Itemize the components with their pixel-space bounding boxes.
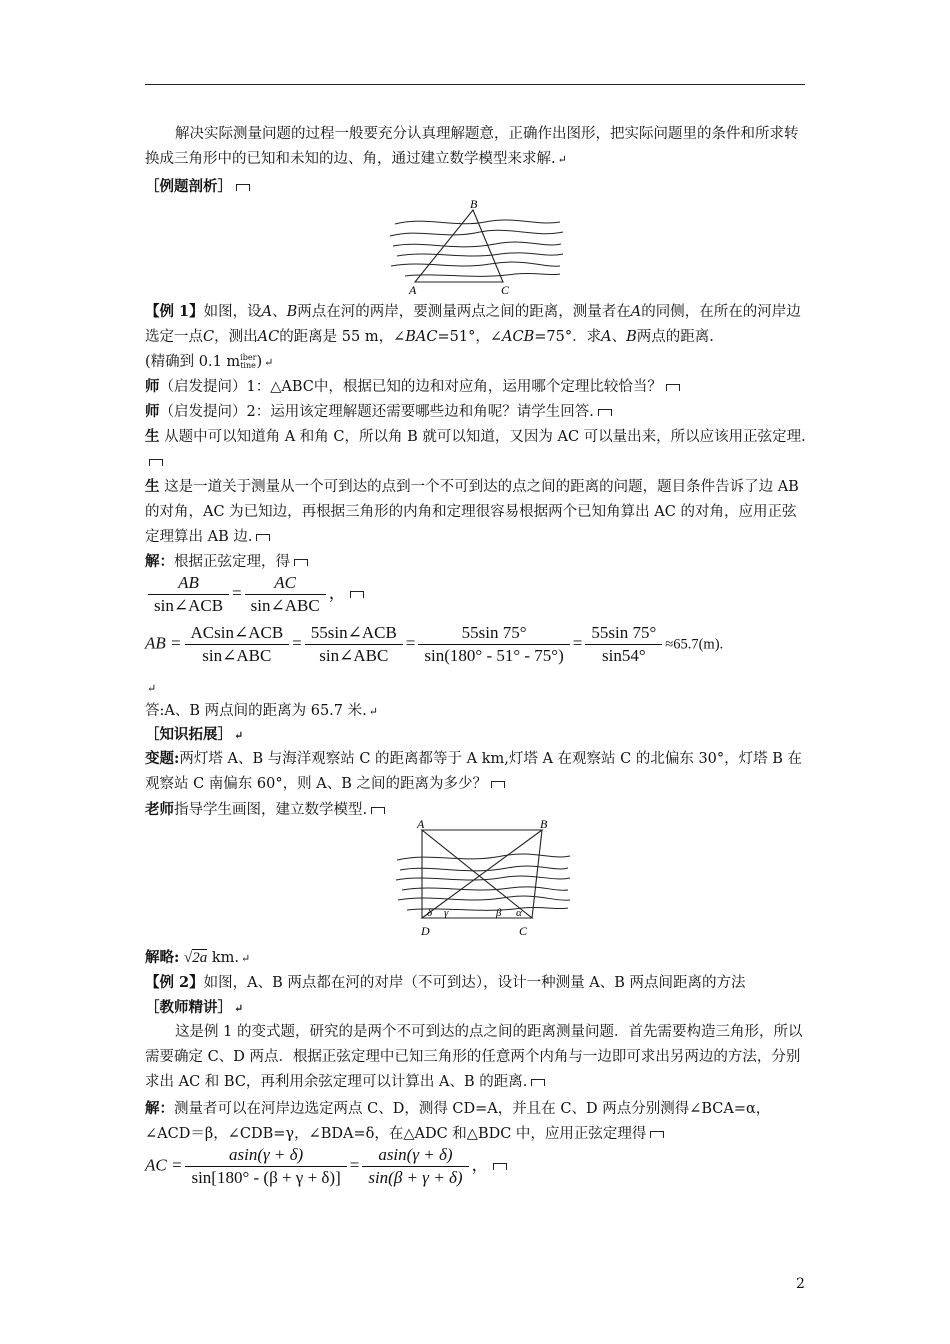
variant-problem: 变题:两灯塔 A、B 与海洋观察站 C 的距离都等于 A km,灯塔 A 在观察站 C 的北偏东 30°，灯塔 B 在观察站 C 南偏东 60°，则 A、B 之间的距离为多少？: [145, 750, 803, 792]
example-2: 【例 2】如图，A、B 两点都在河的对岸（不可到达），设计一种测量 A、B 两点间距离的方法: [145, 974, 746, 991]
student-answer-2: 生 这是一道关于测量从一个可到达的点到一个不可到达的点之间的距离的问题，题目条件告诉了边 AB 的对角，AC 为已知边，再根据三角形的内角和定理很容易根据两个已知角算出 AC 的对角，应用正弦定理算出 AB 边.: [145, 478, 799, 545]
solution-2: 解：测量者可以在河岸边选定两点 C、D，测得 CD=A，并且在 C、D 两点分别测得∠BCA=α，∠ACD＝β，∠CDB=γ，∠BDA=δ，在△ADC 和△BDC 中，应用正弦定理得: [145, 1100, 771, 1142]
fig2-angle-delta: δ: [427, 907, 433, 919]
equation-ab-value: AB = ACsin∠ACB sin∠ABC = 55sin∠ACB sin∠ABC = $\frac{55\sin 75^\circ}{\sin(180^\circ - 51^\circ - 75^\circ)}$ = $\frac{55\sin 75^\circ}{\sin 54^\circ}$ ≈65.7(m).: [145, 623, 724, 665]
page-number: 2: [796, 1276, 805, 1292]
intro-paragraph: 解决实际测量问题的过程一般要充分认真理解题意，正确作出图形，把实际问题里的条件和所求转换成三角形中的已知和未知的边、角，通过建立数学模型来求解. ↵: [145, 126, 799, 167]
river-figure-1: [385, 196, 565, 296]
fig1-label-a: A: [409, 283, 417, 296]
fig2-angle-alpha: α: [516, 907, 522, 919]
fig2-angle-gamma: γ: [444, 907, 449, 919]
river-figure-2: [392, 818, 572, 940]
section-example-heading: ［例题剖析］: [145, 174, 807, 199]
section-extension-heading: ［知识拓展］ ↵: [145, 726, 244, 743]
brief-solution: 解略: √2a km. ↵: [145, 949, 251, 966]
fig2-label-a: A: [417, 818, 425, 831]
fig2-label-c: C: [519, 924, 528, 938]
fig2-label-b: B: [540, 818, 548, 831]
equation-ac: AC = $\frac{asin(\gamma + \delta)}{\sin[180^\circ - (\beta + \gamma + \delta)]}$ = $\frac{asin(\gamma + \delta)}{\sin(\beta + \gamma + \delta)}$ ，: [145, 1144, 807, 1189]
teacher-question-1: 师（启发提问）1：△ABC中，根据已知的边和对应角，运用哪个定理比较恰当？: [145, 374, 807, 400]
equation-sine-law: AB sin∠ACB = AC sin∠ABC ，: [145, 572, 807, 617]
header-rule: [145, 84, 805, 85]
student-answer-1: 生 从题中可以知道角 A 和角 C，所以角 B 就可以知道，又因为 AC 可以量出来，所以应该用正弦定理.: [145, 424, 807, 475]
example-1: 【例 1】如图，设A、B两点在河的两岸，要测量两点之间的距离，测量者在A的同侧，在所在的河岸边选定一点C，测出AC的距离是 55 m，∠BAC=51°，∠ACB=75°．求A、B两点的距离. (精确到 0.1 miber tine) ↵: [145, 303, 801, 370]
teacher-explanation: 这是例 1 的变式题，研究的是两个不可到达的点之间的距离测量问题．首先需要构造三角形，所以需要确定 C、D 两点．根据正弦定理中已知三角形的任意两个内角与一边即可求出另两边的方法，分别求出 AC 和 BC，再利用余弦定理可以计算出 A、B 的距离.: [145, 1024, 803, 1090]
teacher-guide: 老师指导学生画图，建立数学模型.: [145, 797, 807, 823]
answer-line: 答:A、B 两点间的距离为 65.7 米. ↵: [145, 703, 378, 719]
fig1-label-c: C: [501, 283, 510, 296]
solution-intro: 解：根据正弦定理，得: [145, 549, 807, 575]
teacher-question-2: 师（启发提问）2：运用该定理解题还需要哪些边和角呢？请学生回答.: [145, 399, 807, 425]
fig1-label-b: B: [470, 197, 478, 211]
fig2-label-d: D: [421, 924, 430, 938]
fig2-angle-beta: β: [496, 907, 502, 919]
section-teacher-heading: ［教师精讲］ ↵: [145, 999, 244, 1016]
